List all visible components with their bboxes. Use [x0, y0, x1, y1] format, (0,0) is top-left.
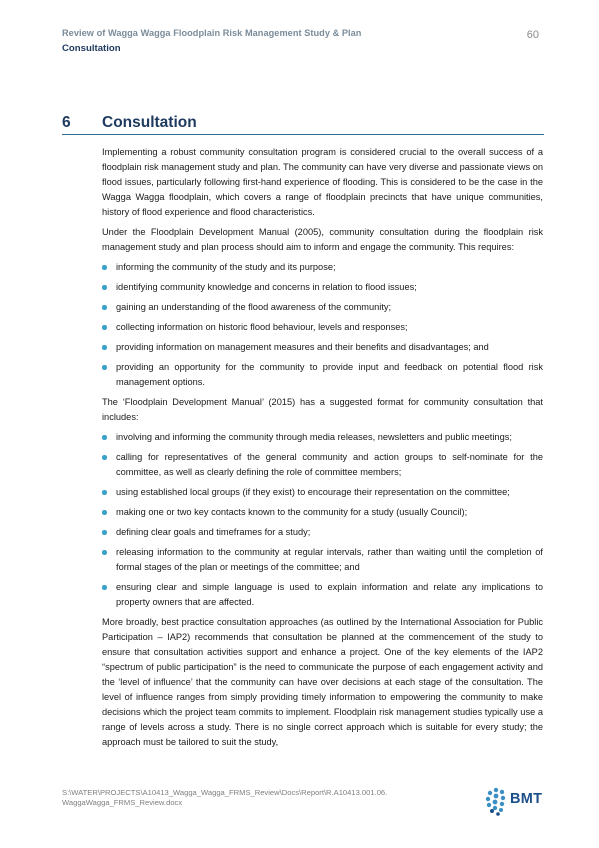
bullet-icon [102, 265, 107, 270]
list-item [102, 340, 543, 355]
list-item-text: informing the community of the study and its purpose; [116, 262, 336, 272]
bullet-icon [102, 550, 107, 555]
footer-path-line: WaggaWagga_FRMS_Review.docx [62, 798, 183, 807]
list-item-text: ensuring clear and simple language is used to explain information and relate any implications to property owners that are affected. [116, 582, 543, 607]
list-item [102, 430, 543, 445]
section-label: Consultation [62, 43, 121, 54]
list-item [102, 300, 543, 315]
bullet-icon [102, 455, 107, 460]
list-item [102, 320, 543, 335]
list-item-text: identifying community knowledge and concerns in relation to flood issues; [116, 282, 417, 292]
list-item [102, 450, 543, 480]
requirements-list [102, 260, 543, 390]
footer-path-line: S:\WATER\PROJECTS\A10413_Wagga_Wagga_FRMS_Review\Docs\Report\R.A10413.001.06. [62, 788, 388, 797]
list-item-text: using established local groups (if they exist) to encourage their representation on the committee; [116, 487, 510, 497]
bullet-icon [102, 305, 107, 310]
bullet-icon [102, 530, 107, 535]
list-item-text: calling for representatives of the general community and action groups to self-nominate for the committee, as well as clearly defining the role of committee members; [116, 452, 543, 477]
list-item [102, 525, 543, 540]
list-item-text: gaining an understanding of the flood awareness of the community; [116, 302, 392, 312]
bullet-icon [102, 490, 107, 495]
list-item [102, 280, 543, 295]
section-body [102, 145, 543, 755]
bullet-icon [102, 510, 107, 515]
bullet-icon [102, 285, 107, 290]
section-heading [62, 114, 544, 135]
list-item [102, 360, 543, 390]
list-item-text: making one or two key contacts known to the community for a study (usually Council); [116, 507, 468, 517]
list-item-text: collecting information on historic flood behaviour, levels and responses; [116, 322, 408, 332]
list-item [102, 260, 543, 275]
list-item [102, 580, 543, 610]
list-item-text: defining clear goals and timeframes for a study; [116, 527, 311, 537]
page-number: 60 [526, 29, 539, 41]
list-item [102, 485, 543, 500]
section-title: Consultation [102, 114, 197, 131]
bullet-icon [102, 435, 107, 440]
paragraph-intro: Implementing a robust community consultation program is considered crucial to the overall success of a floodplain risk management study and plan. The community can have very diverse and passionate views on flood issues, particularly following first-hand experience of flooding. This is considered to be the case in the Wagga Wagga floodplain, which covers a range of floodplain precincts that have unique communities, history of flood experience and flood characteristics. [102, 147, 543, 217]
bmt-logo-text: BMT [510, 791, 543, 807]
paragraph-manual-2015: The ‘Floodplain Development Manual’ (2015) has a suggested format for community consultation that includes: [102, 397, 543, 422]
list-item-text: providing an opportunity for the community to provide input and feedback on potential flood risk management options. [116, 362, 543, 387]
list-item [102, 505, 543, 520]
paragraph-iap2: More broadly, best practice consultation approaches (as outlined by the International Association for Public Participation – IAP2) recommends that consultation be planned at the commencement of the study to ensure that consultation activities support and enhance a project. One of the key elements of the IAP2 “spectrum of public participation” is the need to communicate the purpose of each engagement activity and the ‘level of influence’ that the community can have over decisions at each stage of the consultation. The level of influence ranges from simply providing timely information to empowering the community to make decisions which the project team commits to implement. Floodplain risk management studies typically use a range of levels across a study. There is no single correct approach which is suitable for every study; the approach must be tailored to suit the study, [102, 617, 543, 747]
bullet-icon [102, 585, 107, 590]
bullet-icon [102, 365, 107, 370]
paragraph-manual-2005: Under the Floodplain Development Manual (2005), community consultation during the floodplain risk management study and plan process should aim to inform and engage the community. This requires: [102, 227, 543, 252]
document-title: Review of Wagga Wagga Floodplain Risk Management Study & Plan [62, 28, 362, 38]
bullet-icon [102, 345, 107, 350]
bullet-icon [102, 325, 107, 330]
list-item-text: providing information on management measures and their benefits and disadvantages; and [116, 342, 489, 352]
section-number: 6 [62, 114, 71, 131]
footer-file-path [62, 788, 387, 808]
list-item [102, 545, 543, 575]
list-item-text: releasing information to the community at regular intervals, rather than waiting until the completion of formal stages of the plan or meetings of the committee; and [116, 547, 543, 572]
consultation-format-list [102, 430, 543, 610]
list-item-text: involving and informing the community through media releases, newsletters and public meetings; [116, 432, 512, 442]
